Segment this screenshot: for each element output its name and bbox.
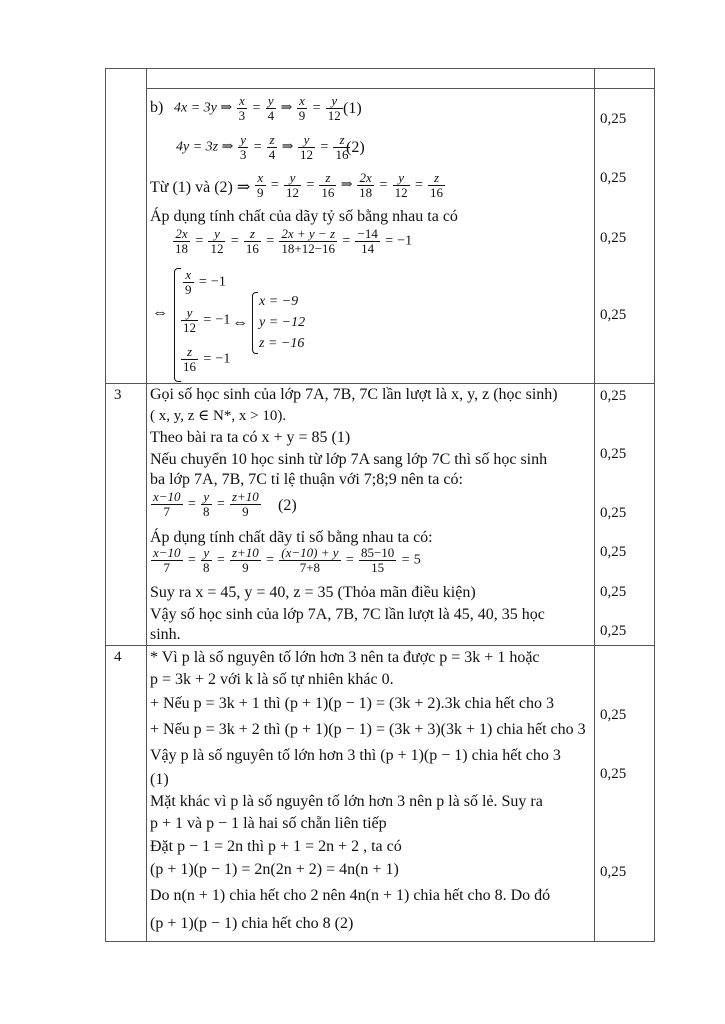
score-3-5: 0,25: [600, 584, 627, 600]
q4-line-3: + Nếu p = 3k + 1 thì (p + 1)(p − 1) = (3k + 2).3k chia hết cho 3: [150, 695, 554, 712]
q3-line-5: ba lớp 7A, 7B, 7C tỉ lệ thuận với 7;8;9 nên ta có:: [150, 471, 463, 488]
system-right-x: x = −9: [259, 294, 299, 309]
score-3-4: 0,25: [600, 544, 627, 560]
q3-line-10: Vậy số học sinh của lớp 7A, 7B, 7C lần lượt là 45, 40, 35 học: [150, 606, 545, 623]
part-b-label: b): [150, 99, 164, 116]
score-3-2: 0,25: [600, 446, 627, 462]
table-inner-top: [146, 88, 655, 89]
row-divider-b-3: [105, 383, 655, 384]
q4-line-10: (p + 1)(p − 1) = 2n(2n + 2) = 4n(n + 1): [150, 861, 399, 878]
q4-line-9: Đặt p − 1 = 2n thì p + 1 = 2n + 2 , ta có: [150, 838, 402, 855]
q4-line-11: Do n(n + 1) chia hết cho 2 nên 4n(n + 1) chia hết cho 8. Do đó: [150, 887, 551, 904]
q4-line-8: p + 1 và p − 1 là hai số chẵn liên tiếp: [150, 815, 387, 832]
question-number-3: 3: [114, 387, 122, 403]
system-right-z: z = −16: [259, 336, 305, 351]
table-border-bottom: [105, 941, 655, 942]
part-b-equiv: ⇔: [152, 304, 168, 321]
table-col-left: [105, 68, 106, 942]
system-left-z: $\frac{z}{16}$ = −1: [183, 344, 231, 374]
q4-line-5: Vậy p là số nguyên tố lớn hơn 3 thì (p + 1)(p − 1) chia hết cho 3: [150, 747, 561, 764]
table-col-right: [654, 68, 655, 942]
score-4-2: 0,25: [600, 766, 627, 782]
part-b-eq1: 4x = 3y ⇒ $\frac{x}{3}$ = $\frac{y}{4}$ ⇒ $\frac{x}{9}$ = $\frac{y}{12}$: [174, 93, 341, 123]
score-b-2: 0,25: [600, 170, 627, 186]
part-b-eq1-tag: (1): [343, 100, 362, 117]
system-left-y: $\frac{y}{12}$ = −1: [183, 305, 231, 335]
score-4-1: 0,25: [600, 707, 627, 723]
q4-line-4: + Nếu p = 3k + 2 thì (p + 1)(p − 1) = (3k + 3)(3k + 1) chia hết cho 3: [150, 721, 586, 738]
question-number-4: 4: [114, 649, 122, 665]
q3-line-3: Theo bài ra ta có x + y = 85 (1): [150, 429, 351, 446]
q4-line-1: * Vì p là số nguyên tố lớn hơn 3 nên ta được p = 3k + 1 hoặc: [150, 649, 540, 666]
q3-line-1: Gọi số học sinh của lớp 7A, 7B, 7C lần lượt là x, y, z (học sinh): [150, 386, 558, 403]
score-3-3: 0,25: [600, 505, 627, 521]
q4-line-12: (p + 1)(p − 1) chia hết cho 8 (2): [150, 915, 354, 932]
system-left-x: $\frac{x}{9}$ = −1: [185, 267, 226, 297]
part-b-eq2: 4y = 3z ⇒ $\frac{y}{3}$ = $\frac{z}{4}$ ⇒ $\frac{y}{12}$ = $\frac{z}{16}$: [176, 132, 349, 162]
system-brace-right: [252, 292, 258, 354]
q3-eq-2: $\frac{x-10}{7}$ = $\frac{y}{8}$ = $\frac{z+10}{9}$: [153, 489, 259, 519]
q4-line-7: Mặt khác vì p là số nguyên tố lớn hơn 3 nên p là số lẻ. Suy ra: [150, 793, 543, 810]
q3-line-11: sinh.: [150, 626, 181, 643]
part-b-eq4: $\frac{2x}{18}$ = $\frac{y}{12}$ = $\frac{z}{16}$ = $\frac{2x + y - z}{18+12-16}$ = $\frac{-14}{14}$ = −1: [175, 226, 413, 256]
q4-line-6: (1): [150, 771, 169, 788]
q3-eq-apply: $\frac{x-10}{7}$ = $\frac{y}{8}$ = $\frac{z+10}{9}$ = $\frac{(x-10) + y}{7+8}$ = $\frac{85-10}{15}$ = 5: [153, 545, 421, 575]
score-4-3: 0,25: [600, 864, 627, 880]
score-3-1: 0,25: [600, 388, 627, 404]
row-divider-3-4: [105, 645, 655, 646]
part-b-from-1-2: Từ (1) và (2) ⇒: [150, 179, 251, 196]
table-border-top: [105, 68, 655, 69]
part-b-eq2-tag: (2): [346, 139, 365, 156]
q3-line-4: Nếu chuyển 10 học sinh từ lớp 7A sang lớp 7C thì số học sinh: [150, 451, 548, 468]
score-b-4: 0,25: [600, 307, 627, 323]
part-b-eq3: $\frac{x}{9}$ = $\frac{y}{12}$ = $\frac{z}{16}$ ⇒ $\frac{2x}{18}$ = $\frac{y}{12}$ = $\frac{z}{16}$: [257, 170, 444, 200]
score-b-3: 0,25: [600, 230, 627, 246]
part-b-apply-property: Áp dụng tính chất của dãy tỷ số bằng nhau ta có: [150, 208, 458, 225]
q3-line-7: Áp dụng tính chất dãy tỉ số bằng nhau ta có:: [150, 529, 433, 546]
q3-line-2: ( x, y, z ∈ N*, x > 10).: [150, 408, 287, 424]
table-col-score: [594, 68, 595, 942]
q3-line-9: Suy ra x = 45, y = 40, z = 35 (Thỏa mãn điều kiện): [150, 584, 476, 601]
system-right-y: y = −12: [259, 315, 306, 330]
score-b-1: 0,25: [600, 111, 627, 127]
q4-line-2: p = 3k + 2 với k là số tự nhiên khác 0.: [150, 671, 394, 688]
system-equiv: ⇔: [232, 314, 248, 331]
q3-eq-2-tag: (2): [278, 497, 297, 514]
score-3-6: 0,25: [600, 623, 627, 639]
table-col-num: [146, 68, 147, 942]
